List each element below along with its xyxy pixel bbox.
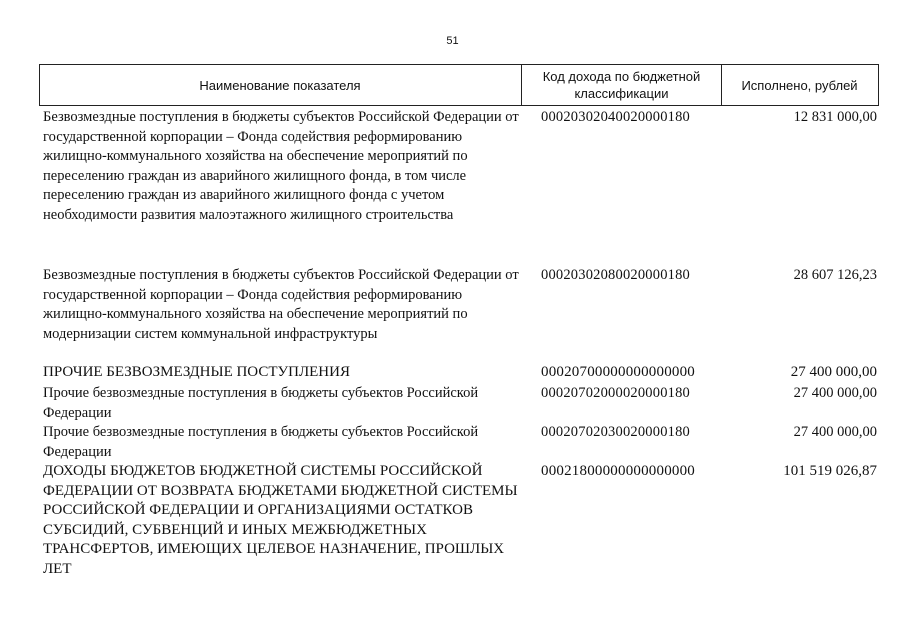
row-code: 00021800000000000000 [541,463,695,479]
row-name: ПРОЧИЕ БЕЗВОЗМЕЗДНЫЕ ПОСТУПЛЕНИЯ [43,364,350,380]
row-amount: 12 831 000,00 [793,109,877,125]
row-code: 00020702000020000180 [541,385,690,401]
table-header [39,64,879,106]
header-code: Код дохода по бюджетной классификации [521,65,722,105]
row-amount: 27 400 000,00 [793,385,877,401]
row-name: Прочие безвозмездные поступления в бюджеты субъектов Российской Федерации [43,424,479,460]
header-amount: Исполнено, рублей [741,77,858,93]
row-name: ДОХОДЫ БЮДЖЕТОВ БЮДЖЕТНОЙ СИСТЕМЫ РОССИЙСКОЙ ФЕДЕРАЦИИ ОТ ВОЗВРАТА БЮДЖЕТАМИ БЮДЖЕТНОЙ СИСТЕМЫ РОССИЙСКОЙ ФЕДЕРАЦИИ И ОРГАНИЗАЦИЯМИ ОСТАТКОВ СУБСИДИЙ, СУБВЕНЦИЙ И ИНЫХ МЕЖБЮДЖЕТНЫХ ТРАНСФЕРТОВ, ИМЕЮЩИХ ЦЕЛЕВОЕ НАЗНАЧЕНИЕ, ПРОШЛЫХ ЛЕТ [43,463,518,577]
row-code: 00020302040020000180 [541,109,690,125]
page-number: 51 [446,35,459,47]
row-name: Безвозмездные поступления в бюджеты субъектов Российской Федерации от государственной корпорации – Фонда содействия реформированию жилищно-коммунального хозяйства на обеспечение мероприятий по переселению граждан из аварийного жилищного фонда, в том числе переселению граждан из аварийного жилищного фонда с учетом необходимости развития малоэтажного жилищного строительства [43,109,519,223]
header-name: Наименование показателя [199,77,361,93]
row-code: 00020302080020000180 [541,267,690,283]
row-name: Прочие безвозмездные поступления в бюджеты субъектов Российской Федерации [43,385,479,421]
row-code: 00020700000000000000 [541,364,695,380]
row-code: 00020702030020000180 [541,424,690,440]
row-amount: 101 519 026,87 [783,463,877,479]
row-amount: 28 607 126,23 [793,267,877,283]
row-name: Безвозмездные поступления в бюджеты субъектов Российской Федерации от государственной корпорации – Фонда содействия реформированию жилищно-коммунального хозяйства на обеспечение мероприятий по модернизации систем коммунальной инфраструктуры [43,267,519,342]
row-amount: 27 400 000,00 [790,364,877,380]
row-amount: 27 400 000,00 [793,424,877,440]
